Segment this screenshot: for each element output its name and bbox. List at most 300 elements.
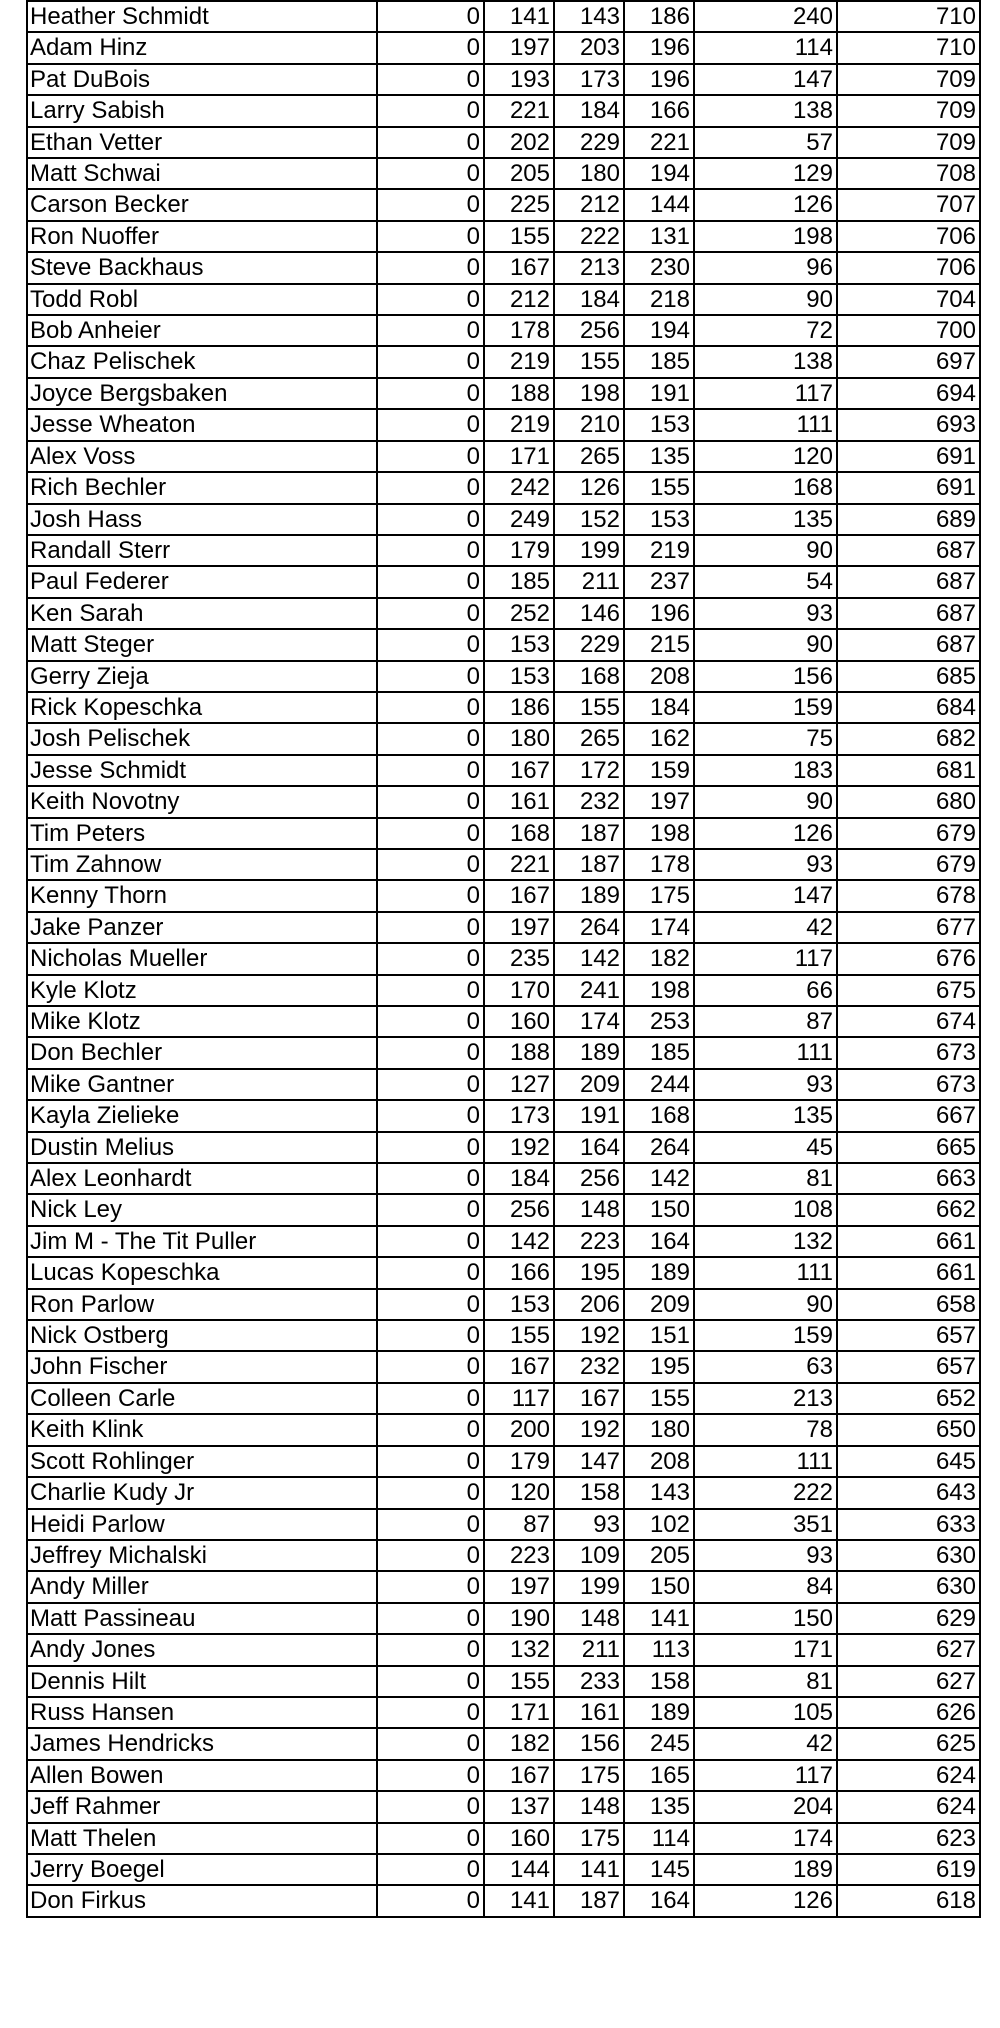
game-1-cell: 179 [484,535,554,566]
game-2-cell: 152 [554,504,624,535]
game-1-cell: 87 [484,1509,554,1540]
game-2-cell: 210 [554,409,624,440]
game-3-cell: 205 [624,1540,694,1571]
bonus-cell: 111 [694,1257,837,1288]
game-3-cell: 186 [624,1,694,32]
game-1-cell: 155 [484,221,554,252]
game-3-cell: 102 [624,1509,694,1540]
game-2-cell: 184 [554,284,624,315]
game-1-cell: 171 [484,1697,554,1728]
table-row [27,692,980,723]
game-3-cell: 185 [624,1037,694,1068]
player-name-cell: Allen Bowen [27,1760,377,1791]
game-2-cell: 191 [554,1100,624,1131]
game-2-cell: 209 [554,1069,624,1100]
game-1-cell: 184 [484,1163,554,1194]
handicap-cell: 0 [377,1885,484,1916]
handicap-cell: 0 [377,1320,484,1351]
game-2-cell: 211 [554,566,624,597]
handicap-cell: 0 [377,1069,484,1100]
game-1-cell: 155 [484,1320,554,1351]
bonus-cell: 111 [694,409,837,440]
bonus-cell: 174 [694,1823,837,1854]
bonus-cell: 117 [694,378,837,409]
game-1-cell: 171 [484,441,554,472]
table-row [27,1100,980,1131]
handicap-cell: 0 [377,1728,484,1759]
game-3-cell: 178 [624,849,694,880]
bonus-cell: 147 [694,880,837,911]
table-row [27,1666,980,1697]
table-row [27,1194,980,1225]
game-2-cell: 147 [554,1446,624,1477]
game-3-cell: 209 [624,1289,694,1320]
player-name-cell: Ron Nuoffer [27,221,377,252]
total-cell: 704 [837,284,980,315]
handicap-cell: 0 [377,723,484,754]
handicap-cell: 0 [377,661,484,692]
bonus-cell: 57 [694,127,837,158]
game-2-cell: 256 [554,1163,624,1194]
game-1-cell: 185 [484,566,554,597]
total-cell: 657 [837,1351,980,1382]
player-name-cell: Joyce Bergsbaken [27,378,377,409]
bonus-cell: 90 [694,786,837,817]
game-2-cell: 223 [554,1226,624,1257]
total-cell: 650 [837,1414,980,1445]
table-row [27,629,980,660]
game-1-cell: 144 [484,1854,554,1885]
bonus-cell: 108 [694,1194,837,1225]
game-2-cell: 212 [554,189,624,220]
handicap-cell: 0 [377,1257,484,1288]
bonus-cell: 78 [694,1414,837,1445]
game-3-cell: 237 [624,566,694,597]
game-2-cell: 126 [554,472,624,503]
total-cell: 709 [837,127,980,158]
player-name-cell: Charlie Kudy Jr [27,1477,377,1508]
game-2-cell: 142 [554,943,624,974]
game-2-cell: 155 [554,346,624,377]
game-2-cell: 233 [554,1666,624,1697]
handicap-cell: 0 [377,943,484,974]
player-name-cell: Russ Hansen [27,1697,377,1728]
table-row [27,1289,980,1320]
game-2-cell: 175 [554,1760,624,1791]
game-2-cell: 229 [554,127,624,158]
game-3-cell: 230 [624,252,694,283]
handicap-cell: 0 [377,849,484,880]
handicap-cell: 0 [377,1760,484,1791]
game-2-cell: 199 [554,1571,624,1602]
game-2-cell: 241 [554,975,624,1006]
game-3-cell: 194 [624,315,694,346]
game-3-cell: 189 [624,1257,694,1288]
player-name-cell: Don Bechler [27,1037,377,1068]
game-1-cell: 186 [484,692,554,723]
total-cell: 706 [837,221,980,252]
total-cell: 661 [837,1257,980,1288]
total-cell: 627 [837,1634,980,1665]
game-1-cell: 178 [484,315,554,346]
bonus-cell: 135 [694,1100,837,1131]
total-cell: 684 [837,692,980,723]
game-2-cell: 93 [554,1509,624,1540]
game-1-cell: 117 [484,1383,554,1414]
handicap-cell: 0 [377,1603,484,1634]
game-3-cell: 153 [624,504,694,535]
game-3-cell: 153 [624,409,694,440]
player-name-cell: Matt Thelen [27,1823,377,1854]
total-cell: 624 [837,1760,980,1791]
game-1-cell: 167 [484,880,554,911]
handicap-cell: 0 [377,755,484,786]
table-row [27,1760,980,1791]
table-row [27,723,980,754]
bonus-cell: 93 [694,598,837,629]
game-1-cell: 141 [484,1,554,32]
game-2-cell: 203 [554,32,624,63]
handicap-cell: 0 [377,158,484,189]
game-1-cell: 179 [484,1446,554,1477]
handicap-cell: 0 [377,127,484,158]
bonus-cell: 351 [694,1509,837,1540]
game-1-cell: 167 [484,252,554,283]
total-cell: 700 [837,315,980,346]
handicap-cell: 0 [377,818,484,849]
bonus-cell: 204 [694,1791,837,1822]
bonus-cell: 45 [694,1132,837,1163]
bonus-cell: 222 [694,1477,837,1508]
handicap-cell: 0 [377,284,484,315]
player-name-cell: Ken Sarah [27,598,377,629]
table-row [27,1257,980,1288]
player-name-cell: Matt Schwai [27,158,377,189]
game-1-cell: 168 [484,818,554,849]
game-1-cell: 202 [484,127,554,158]
table-row [27,786,980,817]
game-3-cell: 143 [624,1477,694,1508]
table-row [27,346,980,377]
game-2-cell: 174 [554,1006,624,1037]
player-name-cell: Carson Becker [27,189,377,220]
table-row [27,158,980,189]
total-cell: 629 [837,1603,980,1634]
bonus-cell: 42 [694,1728,837,1759]
total-cell: 667 [837,1100,980,1131]
game-2-cell: 175 [554,1823,624,1854]
player-name-cell: Lucas Kopeschka [27,1257,377,1288]
game-3-cell: 151 [624,1320,694,1351]
player-name-cell: Ethan Vetter [27,127,377,158]
player-name-cell: Jeffrey Michalski [27,1540,377,1571]
total-cell: 662 [837,1194,980,1225]
game-2-cell: 167 [554,1383,624,1414]
table-row [27,1383,980,1414]
player-name-cell: Tim Zahnow [27,849,377,880]
table-row [27,1,980,32]
game-1-cell: 190 [484,1603,554,1634]
game-3-cell: 158 [624,1666,694,1697]
game-2-cell: 158 [554,1477,624,1508]
table-row [27,1320,980,1351]
game-1-cell: 188 [484,1037,554,1068]
total-cell: 682 [837,723,980,754]
game-1-cell: 193 [484,64,554,95]
game-3-cell: 180 [624,1414,694,1445]
handicap-cell: 0 [377,1477,484,1508]
game-2-cell: 189 [554,1037,624,1068]
game-1-cell: 219 [484,346,554,377]
handicap-cell: 0 [377,1351,484,1382]
player-name-cell: Alex Voss [27,441,377,472]
game-1-cell: 132 [484,1634,554,1665]
table-row [27,1540,980,1571]
handicap-cell: 0 [377,1226,484,1257]
player-name-cell: Matt Steger [27,629,377,660]
bonus-cell: 81 [694,1163,837,1194]
handicap-cell: 0 [377,1509,484,1540]
total-cell: 619 [837,1854,980,1885]
handicap-cell: 0 [377,1854,484,1885]
game-1-cell: 242 [484,472,554,503]
player-name-cell: Alex Leonhardt [27,1163,377,1194]
handicap-cell: 0 [377,1571,484,1602]
total-cell: 694 [837,378,980,409]
game-3-cell: 162 [624,723,694,754]
bonus-cell: 96 [694,252,837,283]
game-2-cell: 265 [554,441,624,472]
bonus-cell: 87 [694,1006,837,1037]
table-row [27,1603,980,1634]
game-2-cell: 109 [554,1540,624,1571]
bonus-cell: 72 [694,315,837,346]
total-cell: 661 [837,1226,980,1257]
game-3-cell: 155 [624,472,694,503]
player-name-cell: James Hendricks [27,1728,377,1759]
game-2-cell: 199 [554,535,624,566]
game-2-cell: 187 [554,1885,624,1916]
handicap-cell: 0 [377,566,484,597]
handicap-cell: 0 [377,409,484,440]
total-cell: 687 [837,598,980,629]
bonus-cell: 90 [694,1289,837,1320]
game-2-cell: 146 [554,598,624,629]
total-cell: 697 [837,346,980,377]
handicap-cell: 0 [377,95,484,126]
player-name-cell: Nick Ley [27,1194,377,1225]
bonus-cell: 117 [694,1760,837,1791]
table-row [27,252,980,283]
player-name-cell: Kayla Zielieke [27,1100,377,1131]
player-name-cell: Nicholas Mueller [27,943,377,974]
bonus-cell: 159 [694,692,837,723]
handicap-cell: 0 [377,472,484,503]
total-cell: 630 [837,1571,980,1602]
game-2-cell: 198 [554,378,624,409]
game-3-cell: 244 [624,1069,694,1100]
game-3-cell: 197 [624,786,694,817]
handicap-cell: 0 [377,1037,484,1068]
handicap-cell: 0 [377,1823,484,1854]
standings-table-body [27,1,980,1917]
total-cell: 709 [837,64,980,95]
game-2-cell: 155 [554,692,624,723]
game-2-cell: 264 [554,912,624,943]
game-2-cell: 187 [554,818,624,849]
game-3-cell: 150 [624,1194,694,1225]
bonus-cell: 66 [694,975,837,1006]
game-3-cell: 141 [624,1603,694,1634]
game-2-cell: 173 [554,64,624,95]
handicap-cell: 0 [377,1697,484,1728]
game-1-cell: 153 [484,1289,554,1320]
game-2-cell: 187 [554,849,624,880]
game-1-cell: 127 [484,1069,554,1100]
bonus-cell: 198 [694,221,837,252]
total-cell: 709 [837,95,980,126]
game-3-cell: 253 [624,1006,694,1037]
handicap-cell: 0 [377,692,484,723]
game-2-cell: 189 [554,880,624,911]
game-1-cell: 166 [484,1257,554,1288]
game-3-cell: 196 [624,32,694,63]
player-name-cell: Dustin Melius [27,1132,377,1163]
player-name-cell: Bob Anheier [27,315,377,346]
handicap-cell: 0 [377,346,484,377]
total-cell: 645 [837,1446,980,1477]
bonus-cell: 171 [694,1634,837,1665]
handicap-cell: 0 [377,1540,484,1571]
bonus-cell: 213 [694,1383,837,1414]
handicap-cell: 0 [377,32,484,63]
table-row [27,1446,980,1477]
handicap-cell: 0 [377,1132,484,1163]
table-row [27,912,980,943]
handicap-cell: 0 [377,1289,484,1320]
game-1-cell: 153 [484,661,554,692]
player-name-cell: Jeff Rahmer [27,1791,377,1822]
game-1-cell: 120 [484,1477,554,1508]
bonus-cell: 54 [694,566,837,597]
bonus-cell: 240 [694,1,837,32]
table-row [27,1823,980,1854]
handicap-cell: 0 [377,1666,484,1697]
table-row [27,504,980,535]
game-3-cell: 159 [624,755,694,786]
table-row [27,64,980,95]
player-name-cell: Rich Bechler [27,472,377,503]
game-1-cell: 180 [484,723,554,754]
table-row [27,818,980,849]
handicap-cell: 0 [377,1100,484,1131]
game-3-cell: 218 [624,284,694,315]
handicap-cell: 0 [377,221,484,252]
table-row [27,1854,980,1885]
game-2-cell: 161 [554,1697,624,1728]
player-name-cell: Mike Klotz [27,1006,377,1037]
game-2-cell: 256 [554,315,624,346]
game-1-cell: 167 [484,1760,554,1791]
table-row [27,32,980,63]
player-name-cell: Todd Robl [27,284,377,315]
player-name-cell: Tim Peters [27,818,377,849]
game-3-cell: 208 [624,661,694,692]
total-cell: 673 [837,1037,980,1068]
handicap-cell: 0 [377,880,484,911]
handicap-cell: 0 [377,1194,484,1225]
bonus-cell: 93 [694,849,837,880]
game-3-cell: 195 [624,1351,694,1382]
game-2-cell: 222 [554,221,624,252]
bonus-cell: 183 [694,755,837,786]
table-row [27,566,980,597]
game-2-cell: 148 [554,1194,624,1225]
total-cell: 687 [837,535,980,566]
total-cell: 707 [837,189,980,220]
player-name-cell: Heidi Parlow [27,1509,377,1540]
bonus-cell: 111 [694,1446,837,1477]
handicap-cell: 0 [377,1383,484,1414]
standings-table [26,0,981,1918]
handicap-cell: 0 [377,786,484,817]
table-row [27,1226,980,1257]
game-1-cell: 192 [484,1132,554,1163]
bonus-cell: 189 [694,1854,837,1885]
bonus-cell: 159 [694,1320,837,1351]
total-cell: 685 [837,661,980,692]
game-1-cell: 153 [484,629,554,660]
handicap-cell: 0 [377,1414,484,1445]
bonus-cell: 120 [694,441,837,472]
game-2-cell: 265 [554,723,624,754]
handicap-cell: 0 [377,629,484,660]
game-3-cell: 189 [624,1697,694,1728]
bonus-cell: 117 [694,943,837,974]
game-2-cell: 211 [554,1634,624,1665]
handicap-cell: 0 [377,1163,484,1194]
handicap-cell: 0 [377,912,484,943]
game-1-cell: 137 [484,1791,554,1822]
handicap-cell: 0 [377,441,484,472]
handicap-cell: 0 [377,64,484,95]
game-3-cell: 131 [624,221,694,252]
game-1-cell: 197 [484,32,554,63]
game-1-cell: 173 [484,1100,554,1131]
game-2-cell: 192 [554,1320,624,1351]
total-cell: 710 [837,32,980,63]
game-3-cell: 145 [624,1854,694,1885]
handicap-cell: 0 [377,189,484,220]
total-cell: 625 [837,1728,980,1759]
game-1-cell: 197 [484,912,554,943]
player-name-cell: Colleen Carle [27,1383,377,1414]
game-3-cell: 168 [624,1100,694,1131]
bonus-cell: 129 [694,158,837,189]
table-row [27,535,980,566]
game-1-cell: 225 [484,189,554,220]
bonus-cell: 90 [694,629,837,660]
total-cell: 676 [837,943,980,974]
game-3-cell: 198 [624,975,694,1006]
table-row [27,1728,980,1759]
player-name-cell: Keith Novotny [27,786,377,817]
total-cell: 643 [837,1477,980,1508]
handicap-cell: 0 [377,1634,484,1665]
total-cell: 691 [837,441,980,472]
table-row [27,598,980,629]
player-name-cell: Don Firkus [27,1885,377,1916]
